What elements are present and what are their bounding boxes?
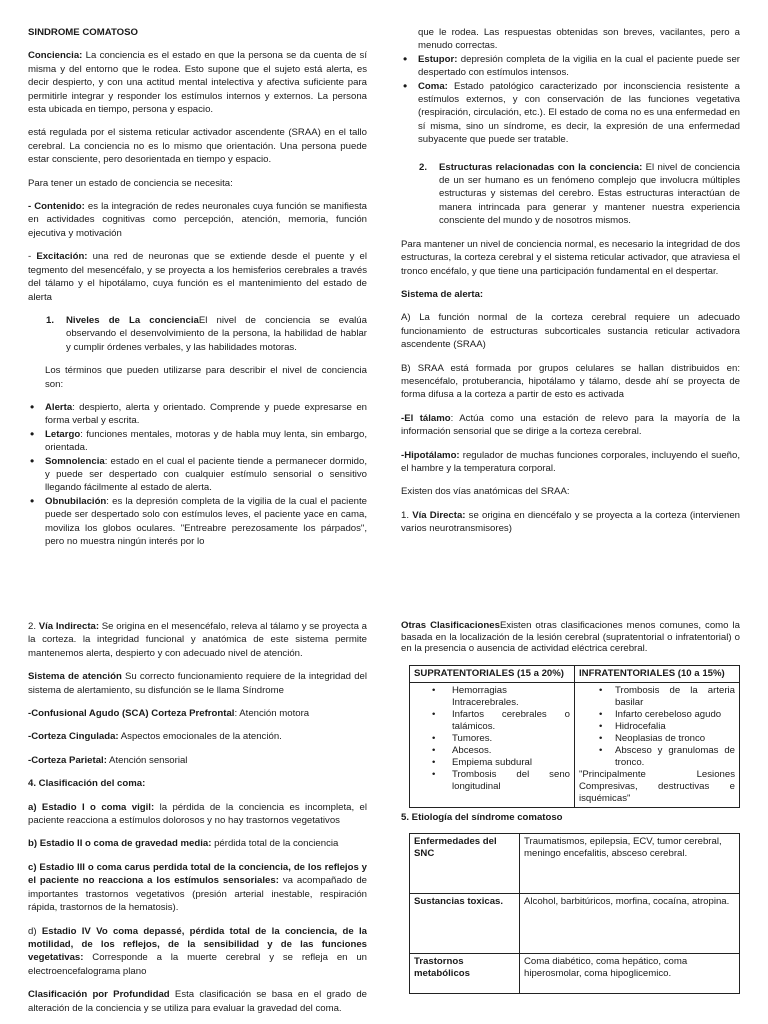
necesita-paragraph: Para tener un estado de conciencia se necesita: <box>28 177 233 189</box>
etiologia-label-cell: Trastornos metabólicos <box>410 953 520 993</box>
etiologia-value-cell: Traumatismos, epilepsia, ECV, tumor cerebral, meningo encefalitis, absceso cerebral. <box>520 833 740 893</box>
table-row <box>410 682 740 807</box>
parietal-paragraph: -Corteza Parietal: Atención sensorial <box>28 754 188 766</box>
excitacion-label: Excitación: <box>36 251 88 263</box>
list-item: • Infartos cerebrales o talámicos. <box>414 709 570 733</box>
list-item: • Obnubilación: es la depresión completa de la vigilia de la cual el paciente puede ser despertado solo con estímulos leves, el paciente yace en cama, moviliza los globos oculares. "Entreabre perezosamente los párpados", pero no muestra ningún interés por lo <box>45 495 367 549</box>
list-item: • Absceso y granulomas de tronco. <box>579 745 735 769</box>
table-row <box>410 665 740 682</box>
list-item: • Alerta: despierto, alerta y orientado. Comprende y puede expresarse en forma verbal y escrita. <box>45 401 367 428</box>
document-title: SINDROME COMATOSO <box>28 27 138 38</box>
otras-clasificaciones-paragraph: Otras ClasificacionesExisten otras clasificaciones menos comunes, como la basada en la localización de la lesión cerebral (supratentorial o infratentorial) o en la presencia o ausencia de actividad eléctrica cerebral. <box>401 620 740 654</box>
estructuras-label: Estructuras relacionadas con la conciencia: <box>439 161 643 173</box>
list-item: • Hemorragias Intracerebrales. <box>414 685 570 709</box>
etiologia-label-cell: Enfermedades del SNC <box>410 833 520 893</box>
nivel-terms-list <box>28 401 367 548</box>
cingulada-paragraph: -Corteza Cingulada: Aspectos emocionales de la atención. <box>28 731 282 743</box>
nivel-terms-list-cont <box>401 53 740 147</box>
niveles-section <box>28 314 367 354</box>
b-paragraph: B) SRAA está formada por grupos celulares se hallan distribuidos en: mesencéfalo, protuberancia, hipotálamo y tálamo, desde ahí se proyecta de forma difusa a la corteza a partir de esto es activada <box>401 362 740 401</box>
page1-right-column <box>401 26 740 536</box>
contenido-label: - Contenido: <box>28 201 85 213</box>
page2-right-column <box>401 620 740 994</box>
etiologia-label-cell: Sustancias toxicas. <box>410 893 520 953</box>
sistema-alerta-heading: Sistema de alerta: <box>401 288 484 300</box>
via-directa-paragraph: 1. Vía Directa: se origina en diencéfalo y se proyecta a la corteza (intervienen varios neurotransmisores) <box>401 509 740 535</box>
contenido-paragraph: - Contenido: es la integración de redes neuronales cuya función se manifiesta en actividades cognitivas como percepción, atención, memoria, función ejecutiva y motivación <box>28 201 367 239</box>
terminos-paragraph: Los términos que pueden utilizarse para describir el nivel de conciencia son: <box>45 365 367 390</box>
list-item: • Trombosis de la arteria basilar <box>579 685 735 709</box>
conciencia-label: Conciencia: <box>28 50 83 62</box>
supra-infra-table <box>409 665 740 808</box>
vias-paragraph: Existen dos vías anatómicas del SRAA: <box>401 486 570 498</box>
infra-cell <box>575 682 740 807</box>
list-item: • Empiema subdural <box>414 757 570 769</box>
list-item: 1. Niveles de La concienciaEl nivel de conciencia se evalúa observando el desenvolvimiento de la persona, la habilidad de hablar y cumplir órdenes verbales, y las habilidades motoras. <box>46 314 367 353</box>
supra-cell <box>410 682 575 807</box>
clasificacion-heading: 4. Clasificación del coma: <box>28 778 146 790</box>
table-header: SUPRATENTORIALES (15 a 20%) <box>410 665 575 682</box>
table-row <box>410 833 740 893</box>
list-item: • Abcesos. <box>414 745 570 757</box>
a-paragraph: A) La función normal de la corteza cerebral requiere un adecuado funcionamiento de estructuras subcorticales sustancia reticular activadora ascendente (SRAA) <box>401 312 740 351</box>
page2-left-column <box>28 620 367 1015</box>
list-item: • Infarto cerebeloso agudo <box>579 709 735 721</box>
hipotalamo-paragraph: -Hipotálamo: regulador de muchas funciones corporales, incluyendo el sueño, el hambre y la temperatura corporal. <box>401 449 740 474</box>
supra-list <box>414 685 570 793</box>
etiologia-value-cell: Alcohol, barbitúricos, morfina, cocaína, atropina. <box>520 893 740 953</box>
table-row <box>410 953 740 993</box>
etiologia-value-cell: Coma diabético, coma hepático, coma hiperosmolar, coma hipoglicemico. <box>520 953 740 993</box>
list-item: • Estupor: depresión completa de la vigilia en la cual el paciente puede ser despertado con estímulos intensos. <box>418 53 740 80</box>
list-item: • Letargo: funciones mentales, motoras y de habla muy lenta, sin embargo, orientada. <box>45 428 367 455</box>
list-item: • Somnolencia: estado en el cual el paciente tiende a permanecer dormido, y puede ser despertado con cualquier estímulo sensorial o sensitivo llegando fácilmente al estado de alerta. <box>45 455 367 495</box>
estadio-4-paragraph: d) Estadio IV Vo coma depassé, pérdida total de la conciencia, de la motilidad, de los reflejos, de la sensibilidad y de las funciones vegetativas: Corresponde a la muerte cerebral y se refleja en un electroencefalograma plano <box>28 925 367 977</box>
niveles-label: Niveles de La conciencia <box>66 314 199 326</box>
list-item: • Neoplasias de tronco <box>579 733 735 745</box>
mantener-paragraph: Para mantener un nivel de conciencia normal, es necesario la integridad de dos estructuras, la corteza cerebral y el sistema reticular activador, que atraviesa el tronco encéfalo, y que tiene una participación fundamental en el despertar. <box>401 238 740 277</box>
atencion-paragraph: Sistema de atención Su correcto funcionamiento requiere de la integridad del sistema de alertamiento, su disfunción se le llama Síndrome <box>28 671 367 696</box>
excitacion-paragraph: - Excitación: una red de neuronas que se extiende desde el puente y el tegmento del mesencéfalo, y se proyecta a los hemisferios cerebrales a través del tálamo y el hipotálamo, cuya función es el mantenimiento del estado de alerta <box>28 251 367 303</box>
via-indirecta-paragraph: 2. Vía Indirecta: Se origina en el mesencéfalo, releva al tálamo y se proyecta a la corteza. la integridad funcional y anatómica de este sistema permite mantenemos alerta, despierto y con adecuado nivel de atención. <box>28 621 367 659</box>
estructuras-section <box>401 161 740 228</box>
list-item: • Tumores. <box>414 733 570 745</box>
estadio-2-paragraph: b) Estadio II o coma de gravedad media: pérdida total de la conciencia <box>28 838 339 850</box>
infra-note: "Principalmente Lesiones Compresivas, destructivas e isquémicas" <box>579 768 735 804</box>
table-header: INFRATENTORIALES (10 a 15%) <box>575 665 740 682</box>
sraa-paragraph: está regulada por el sistema reticular activador ascendente (SRAA) en el tallo cerebral. La conciencia no es lo mismo que orientación. Una persona puede estar consciente, pero desorientada en tiempo y espacio. <box>28 127 367 166</box>
list-item: • Hidrocefalia <box>579 721 735 733</box>
talamo-paragraph: -El tálamo: Actúa como una estación de relevo para la mayoría de la información sensorial que se dirige a la corteza cerebral. <box>401 412 740 438</box>
infra-list <box>579 685 735 769</box>
confusional-paragraph: -Confusional Agudo (SCA) Corteza Prefrontal: Atención motora <box>28 708 310 720</box>
conciencia-paragraph: Conciencia: La conciencia es el estado en que la persona se da cuenta de sí misma y del entorno que le rodea. Esto supone que el sujeto está alerta, es decir despierto, y con una actitud mental intelectiva y afectiva suficiente para permitirle integrar y responder los estímulos internos y externos. La persona esta ubicada en tiempo, persona y espacio. <box>28 50 367 116</box>
obnubilacion-continuation: que le rodea. Las respuestas obtenidas son breves, vacilantes, pero a menudo correctas. <box>418 27 740 52</box>
etiologia-heading: 5. Etiología del síndrome comatoso <box>401 811 563 823</box>
profundidad-paragraph: Clasificación por Profundidad Esta clasificación se basa en el grado de alteración de la conciencia y se utiliza para evaluar la gravedad del coma. <box>28 989 367 1014</box>
page1-left-column <box>28 26 367 548</box>
list-item: 2. Estructuras relacionadas con la conciencia: El nivel de conciencia de un ser humano es un fenómeno complejo que involucra múltiples estructuras y sistemas del cerebro. Estas estructuras interactúan de manera intrincada para generar y mantener nuestra experiencia consciente del mundo y de nosotros mismos. <box>419 161 740 227</box>
list-item: • Trombosis del seno longitudinal <box>414 769 570 793</box>
estadio-3-paragraph: c) Estadio III o coma carus perdida total de la conciencia, de los reflejos y el paciente no reacciona a los estímulos sensoriales: va acompañado de importantes trastornos vegetativos (presión arterial inestable, respiración rápida, trastornos de la hematosis). <box>28 861 368 914</box>
etiologia-table <box>409 833 740 994</box>
estadio-1-paragraph: a) Estadio I o coma vigil: la pérdida de la conciencia es incompleta, el paciente reacciona a estímulos dolorosos y no hay trastornos vegetativos <box>28 801 367 827</box>
list-item: • Coma: Estado patológico caracterizado por inconsciencia resistente a estímulos externos, y con conservación de las funciones vegetativa (respiración, circulación, etc.). El estado de coma no es una enfermedad en sí misma, sino un síndrome, es decir, la expresión de una enfermedad subyacente que puede ser tratable. <box>418 80 740 147</box>
table-row <box>410 893 740 953</box>
